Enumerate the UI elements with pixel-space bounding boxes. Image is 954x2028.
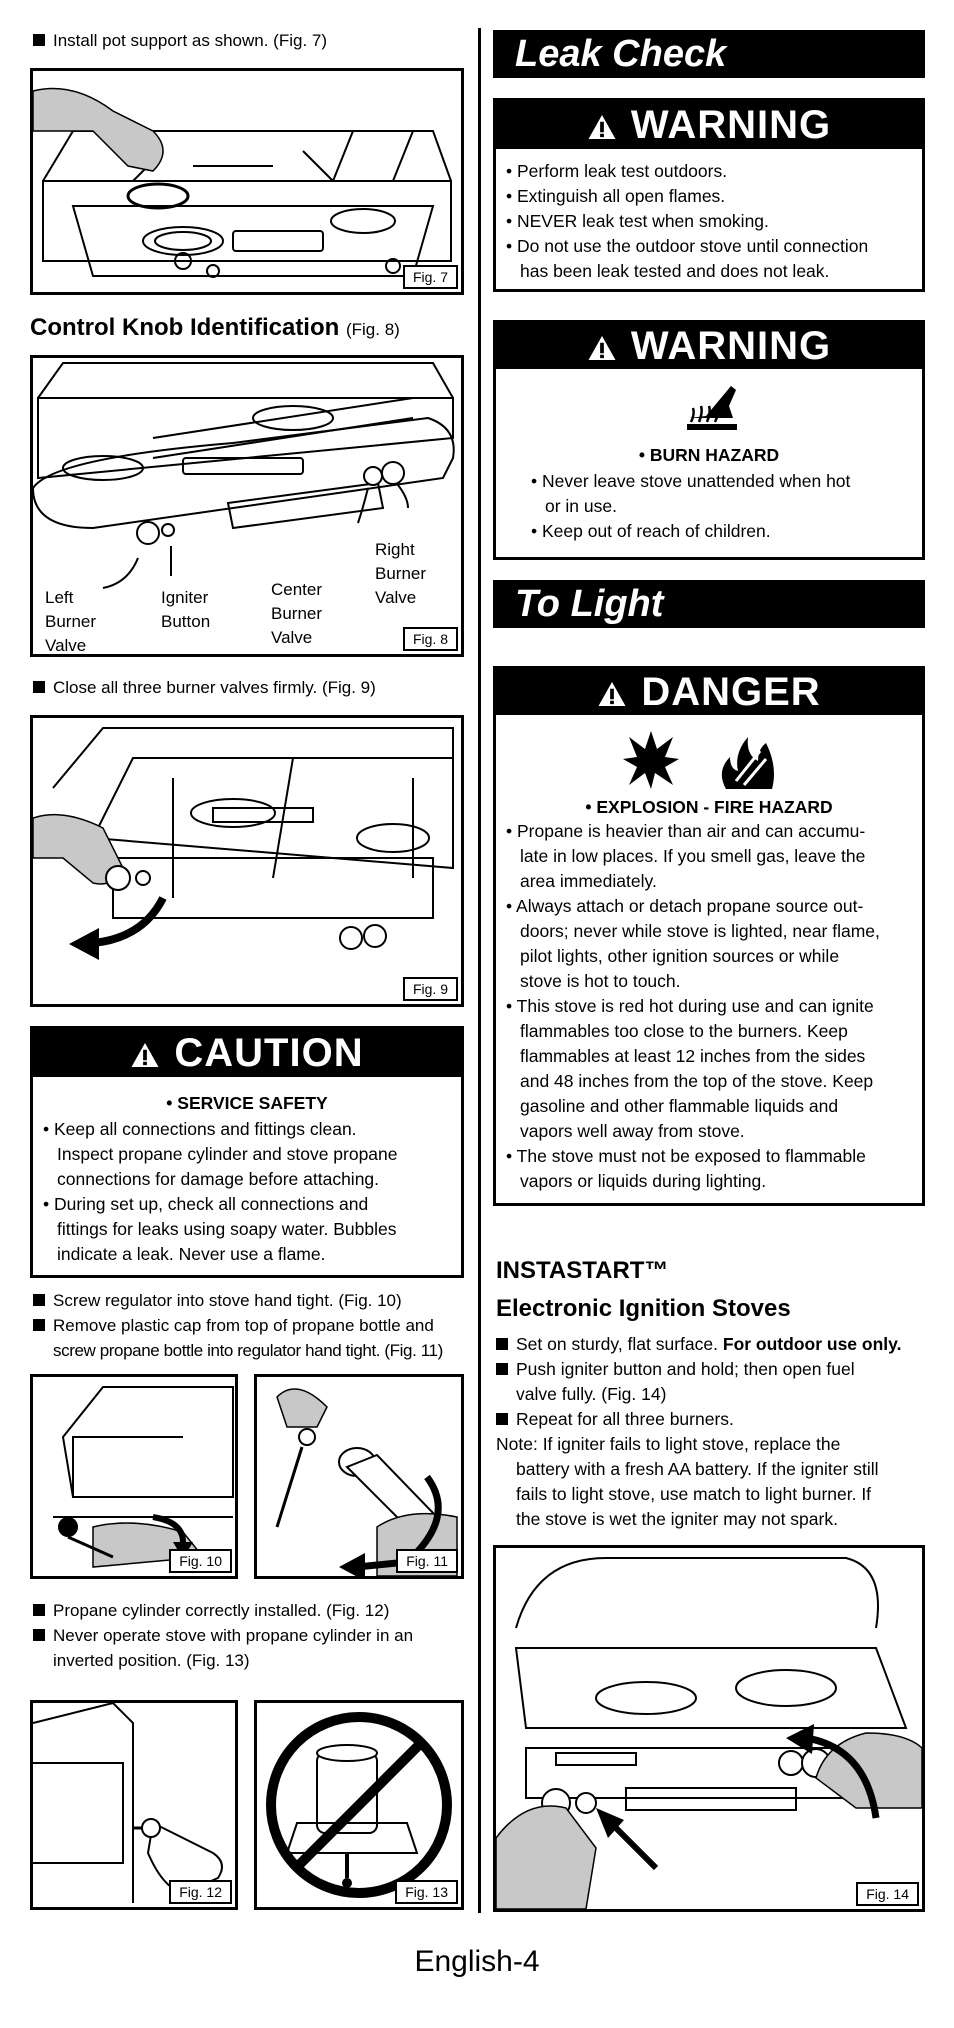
to-light-heading: To Light	[493, 580, 925, 628]
page-number: English-4	[414, 1945, 540, 1978]
propane-bottle-illustration	[257, 1377, 461, 1576]
warning-leak-box	[493, 98, 925, 292]
cylinder-instructions: Propane cylinder correctly installed. (Fig. 12) Never operate stove with propane cylinder in an inverted position. (Fig. 13)	[33, 1598, 413, 1673]
warning-burn-box	[493, 320, 925, 560]
danger-box	[493, 666, 925, 1206]
square-bullet-icon	[33, 1604, 45, 1616]
fig9-label: Fig. 9	[403, 977, 458, 1001]
square-bullet-icon	[33, 1629, 45, 1641]
cylinder-installed-illustration	[33, 1703, 235, 1907]
warning-burn-header: WARNING	[496, 323, 922, 369]
square-bullet-icon	[33, 681, 45, 693]
caution-subheading: • SERVICE SAFETY	[166, 1093, 328, 1113]
figure-11	[254, 1374, 464, 1579]
fig14-label: Fig. 14	[856, 1882, 919, 1906]
warning-burn-text: • Never leave stove unattended when hot or in use. • Keep out of reach of children.	[531, 471, 851, 541]
warning-triangle-icon	[587, 113, 617, 141]
square-bullet-icon	[496, 1363, 508, 1375]
square-bullet-icon	[33, 34, 45, 46]
left-burner-valve-label: Left Burner Valve	[45, 588, 97, 655]
square-bullet-icon	[33, 1319, 45, 1331]
figure-14	[493, 1545, 925, 1912]
danger-text: • Propane is heavier than air and can accumu- late in low places. If you smell gas, leave the area immediately. • Always attach or detach propane source out- doors; never while stove is lighted, near flame, pilot lights, other ignition sources or while stove is hot to touch. • This stove is red hot during use and can ignite flammables too close to the burners. Keep flammables at least 12 inches from the sides and 48 inches from the top of the stove. Keep gasoline and other flammable liquids and vapors well away from stove. • The stove must not be exposed to flammable vapors or liquids during lighting.	[506, 821, 880, 1191]
right-burner-valve-label: Right Burner Valve	[375, 540, 427, 607]
square-bullet-icon	[496, 1338, 508, 1350]
fig11-label: Fig. 11	[396, 1549, 458, 1573]
column-divider	[478, 28, 481, 1913]
fig13-label: Fig. 13	[395, 1880, 458, 1904]
figure-12	[30, 1700, 238, 1910]
caution-text: • Keep all connections and fittings clean. Inspect propane cylinder and stove propane connections for damage before attaching. • During set up, check all connections and fittings for leaks using soapy water. Bubbles indicate a leak. Never use a flame.	[43, 1119, 398, 1264]
caution-box	[30, 1026, 464, 1278]
burn-hazard-subheading: • BURN HAZARD	[638, 445, 780, 465]
fig7-label: Fig. 7	[403, 265, 458, 289]
instastart-instructions: Set on sturdy, flat surface. For outdoor use only. Push igniter button and hold; then open fuel valve fully. (Fig. 14) Repeat for all three burners. Note: If igniter fails to light stove, replace the battery with a fresh AA battery. If the igniter still fails to light stove, use match to light burner. If the stove is wet the igniter may not spark.	[496, 1334, 902, 1529]
center-burner-valve-label: Center Burner Valve	[271, 580, 323, 647]
square-bullet-icon	[33, 1294, 45, 1306]
explosion-fire-subheading: • EXPLOSION - FIRE HAZARD	[585, 797, 833, 817]
figure-9	[30, 715, 464, 1007]
igniter-button-label: Igniter Button	[161, 588, 211, 631]
warning-leak-text: • Perform leak test outdoors. • Extinguish all open flames. • NEVER leak test when smoking. • Do not use the outdoor stove until connection has been leak tested and does not leak.	[506, 161, 869, 281]
stove-pot-support-illustration	[33, 71, 461, 292]
danger-header: DANGER	[496, 669, 922, 715]
explosion-icon	[621, 729, 681, 791]
igniter-lighting-illustration	[496, 1548, 922, 1909]
burn-hazard-icon	[681, 378, 741, 438]
regulator-instructions: Screw regulator into stove hand tight. (Fig. 10) Remove plastic cap from top of propane bottle and screw propane bottle into regulator hand tight. (Fig. 11)	[33, 1288, 443, 1363]
instastart-heading: INSTASTART™ Electronic Ignition Stoves	[496, 1257, 791, 1322]
regulator-illustration	[33, 1377, 235, 1576]
warning-triangle-icon	[587, 334, 617, 362]
leak-check-heading: Leak Check	[493, 30, 925, 78]
fig12-label: Fig. 12	[169, 1880, 232, 1904]
warning-triangle-icon	[597, 680, 627, 708]
fire-icon	[716, 731, 780, 791]
fig8-label: Fig. 8	[403, 627, 458, 651]
figure-7	[30, 68, 464, 295]
warning-triangle-icon	[130, 1041, 160, 1069]
warning-leak-header: WARNING	[496, 101, 922, 149]
figure-10	[30, 1374, 238, 1579]
closing-valves-illustration	[33, 718, 461, 1004]
fig10-label: Fig. 10	[169, 1549, 232, 1573]
figure-13	[254, 1700, 464, 1910]
figure-8	[30, 355, 464, 657]
control-knob-heading: Control Knob Identification (Fig. 8)	[30, 314, 400, 341]
square-bullet-icon	[496, 1413, 508, 1425]
close-valves-instruction: Close all three burner valves firmly. (Fig. 9)	[33, 677, 376, 698]
pot-support-instruction: Install pot support as shown. (Fig. 7)	[33, 30, 327, 51]
caution-header: CAUTION	[33, 1029, 461, 1077]
inverted-cylinder-prohibited-illustration	[257, 1703, 461, 1907]
